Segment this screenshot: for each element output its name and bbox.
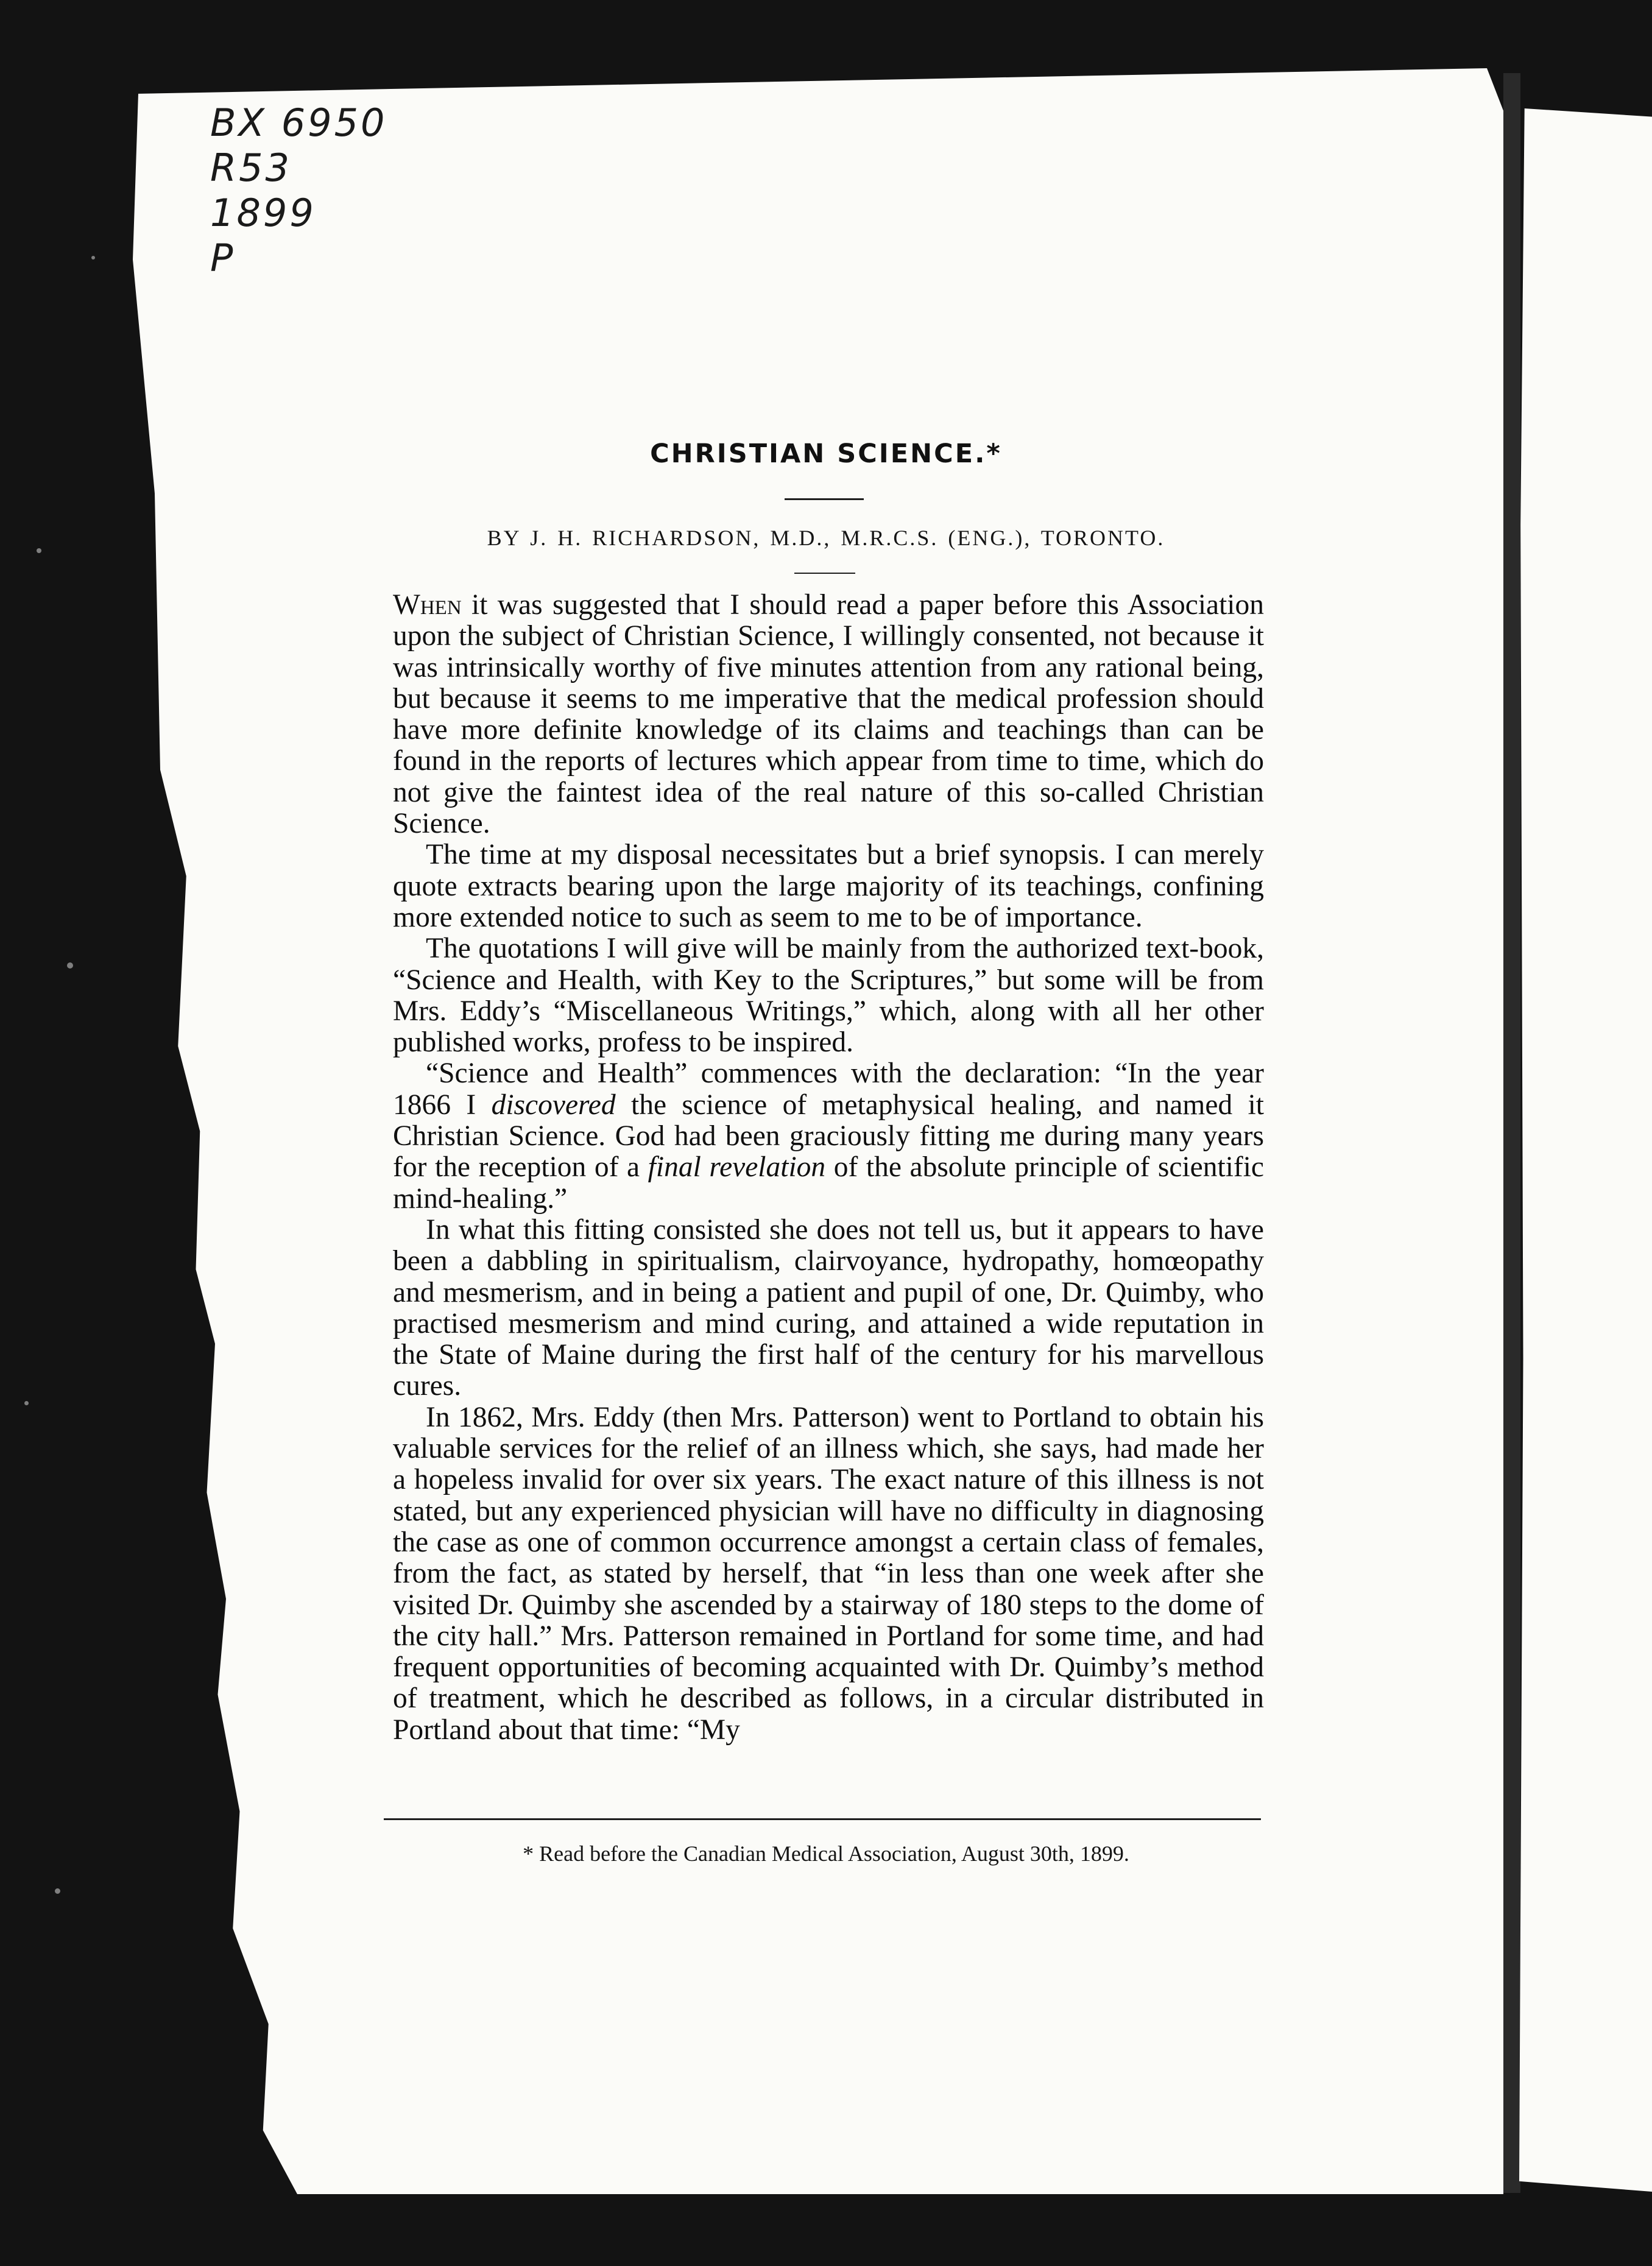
paragraph: [393, 1058, 1264, 1214]
scan-speck: [24, 1401, 29, 1405]
call-number-line: 1899: [210, 191, 316, 235]
call-number-line: R53: [210, 146, 292, 190]
article-title: CHRISTIAN SCIENCE.*: [650, 439, 1002, 469]
paragraph-text: “Science and Health” commences with the declaration: “In the year 1866 I: [393, 1057, 1264, 1121]
footnote-rule: [384, 1818, 1261, 1820]
paragraph: The quotations I will give will be mainly from the authorized text-book, “Science and Health, with Key to the Scriptures,” but some will be from Mrs. Eddy’s “Miscellaneous Writings,” which, along with all her other published works, profess to be inspired.: [393, 933, 1264, 1059]
title-rule: [785, 498, 864, 500]
paragraph: In what this fitting consisted she does not tell us, but it appears to have been a dabbling in spiritualism, clairvoyance, hydropathy, homœopathy and mesmerism, and in being a patient and pupil of one, Dr. Quimby, who practised mesmerism and mind curing, and attained a wide reputation in the State of Maine during the first half of the century for his marvellous cures.: [393, 1213, 1264, 1402]
scan-speck: [55, 1888, 60, 1894]
handwritten-call-number: [210, 101, 387, 281]
dropcap-word: When: [393, 589, 462, 621]
paragraph-text: the science of metaphysical healing, and named it Christian Science. God had been graciously fitting me during many years for the reception of a: [393, 1089, 1264, 1184]
byline-rule: [794, 573, 855, 574]
paragraph-text: it was suggested that I should read a paper before this Association upon the subject of Christian Science, I willingly consented, not because it was intrinsically worthy of five minutes attention from any rational being, but because it seems to me imperative that the medical profession should have more definite knowledge of its claims and teachings than can be found in the reports of lectures which appear from time to time, which do not give the faintest idea of the real nature of this so-called Christian Science.: [393, 589, 1264, 840]
call-number-line: BX 6950: [210, 101, 387, 145]
paragraph: [393, 590, 1264, 839]
footnote: * Read before the Canadian Medical Association, August 30th, 1899.: [523, 1841, 1129, 1866]
scan-speck: [67, 962, 73, 969]
book-gutter: [1503, 73, 1520, 2193]
paragraph: The time at my disposal necessitates but a brief synopsis. I can merely quote extracts bearing upon the large majority of its teachings, confining more extended notice to such as seem to me to be of importance.: [393, 839, 1264, 933]
article-body: [393, 590, 1264, 1746]
emphasis-text: discovered: [491, 1089, 616, 1121]
paragraph-text: of the absolute principle of scientific mind-healing.”: [393, 1151, 1264, 1215]
author-byline: BY J. H. RICHARDSON, M.D., M.R.C.S. (ENG.), TORONTO.: [487, 526, 1165, 550]
paragraph: In 1862, Mrs. Eddy (then Mrs. Patterson) went to Portland to obtain his valuable services for the relief of an illness which, she says, had made her a hopeless invalid for over six years. The exact nature of this illness is not stated, but any experienced physician will have no difficulty in diagnosing the case as one of common occurrence amongst a certain class of females, from the fact, as stated by herself, that “in less than one week after she visited Dr. Quimby she ascended by a stairway of 180 steps to the dome of the city hall.” Mrs. Patterson remained in Portland for some time, and had frequent opportunities of becoming acquainted with Dr. Quimby’s method of treatment, which he described as follows, in a circular distributed in Portland about that time: “My: [393, 1401, 1264, 1746]
call-number-line: P: [210, 236, 236, 280]
scan-speck: [91, 256, 95, 259]
emphasis-text: final revelation: [648, 1151, 826, 1184]
facing-page-edge: [1519, 108, 1652, 2192]
